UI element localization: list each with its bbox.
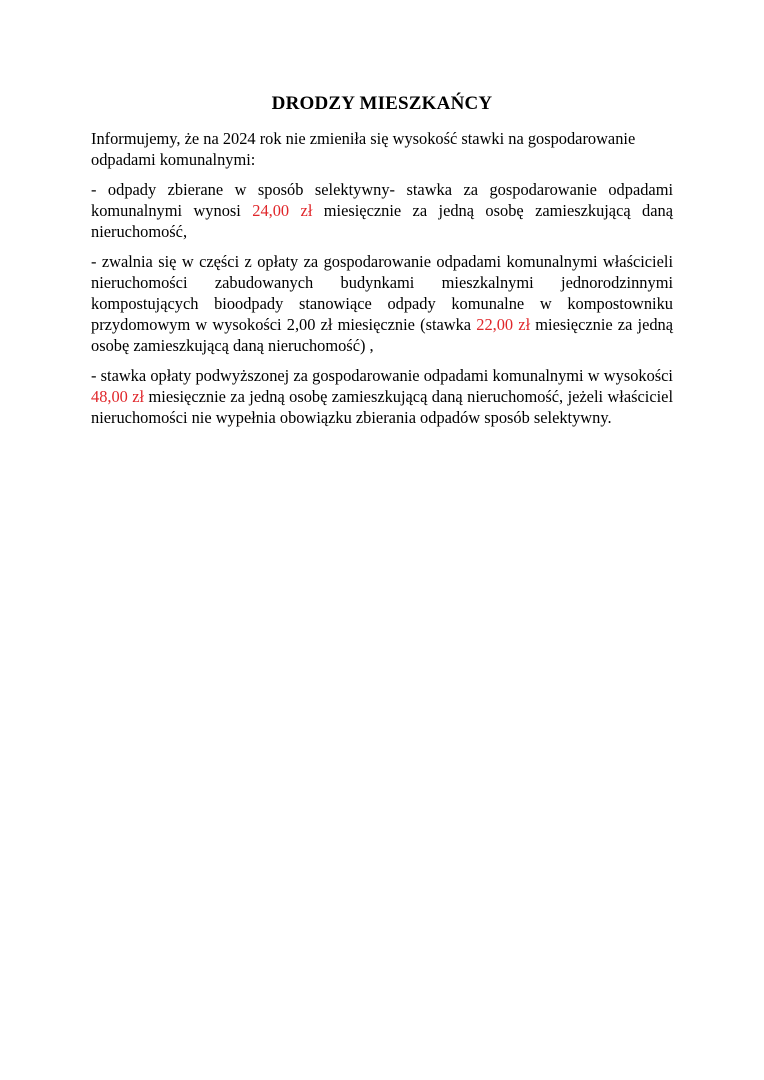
fee-item-compost-exemption xyxy=(91,251,673,356)
fee-amount: 24,00 zł xyxy=(252,201,313,220)
fee-item-text: - zwalnia się w części z opłaty za gospodarowanie odpadami komunalnymi właścicieli nieruchomości zabudowanych budynkami mieszkalnymi jednorodzinnymi kompostujących bioodpady stanowiące odpady komunalne w kompostowniku przydomowym w wysokości 2,00 zł miesięcznie (stawka xyxy=(91,252,673,334)
fee-amount: 48,00 zł xyxy=(91,387,145,406)
fee-item-increased xyxy=(91,365,673,428)
fee-item-text: miesięcznie za jedną osobę zamieszkującą daną nieruchomość) , xyxy=(91,315,674,355)
fee-item-text: miesięcznie za jedną osobę zamieszkującą daną nieruchomość, xyxy=(91,201,673,241)
fee-item-selective xyxy=(91,179,673,242)
fee-item-text: - stawka opłaty podwyższonej za gospodarowanie odpadami komunalnymi w wysokości xyxy=(91,366,673,385)
fee-amount: 22,00 zł xyxy=(476,315,531,334)
fee-item-text: - odpady zbierane w sposób selektywny- stawka za gospodarowanie odpadami komunalnymi wynosi xyxy=(91,180,673,220)
document-body xyxy=(91,128,673,437)
page-title: DRODZY MIESZKAŃCY xyxy=(271,93,493,114)
fee-item-text: miesięcznie za jedną osobę zamieszkującą daną nieruchomość, jeżeli właściciel nieruchomości nie wypełnia obowiązku zbierania odpadów sposób selektywny. xyxy=(91,387,673,427)
intro-paragraph: Informujemy, że na 2024 rok nie zmieniła się wysokość stawki na gospodarowanie odpadami komunalnymi: xyxy=(91,129,636,169)
